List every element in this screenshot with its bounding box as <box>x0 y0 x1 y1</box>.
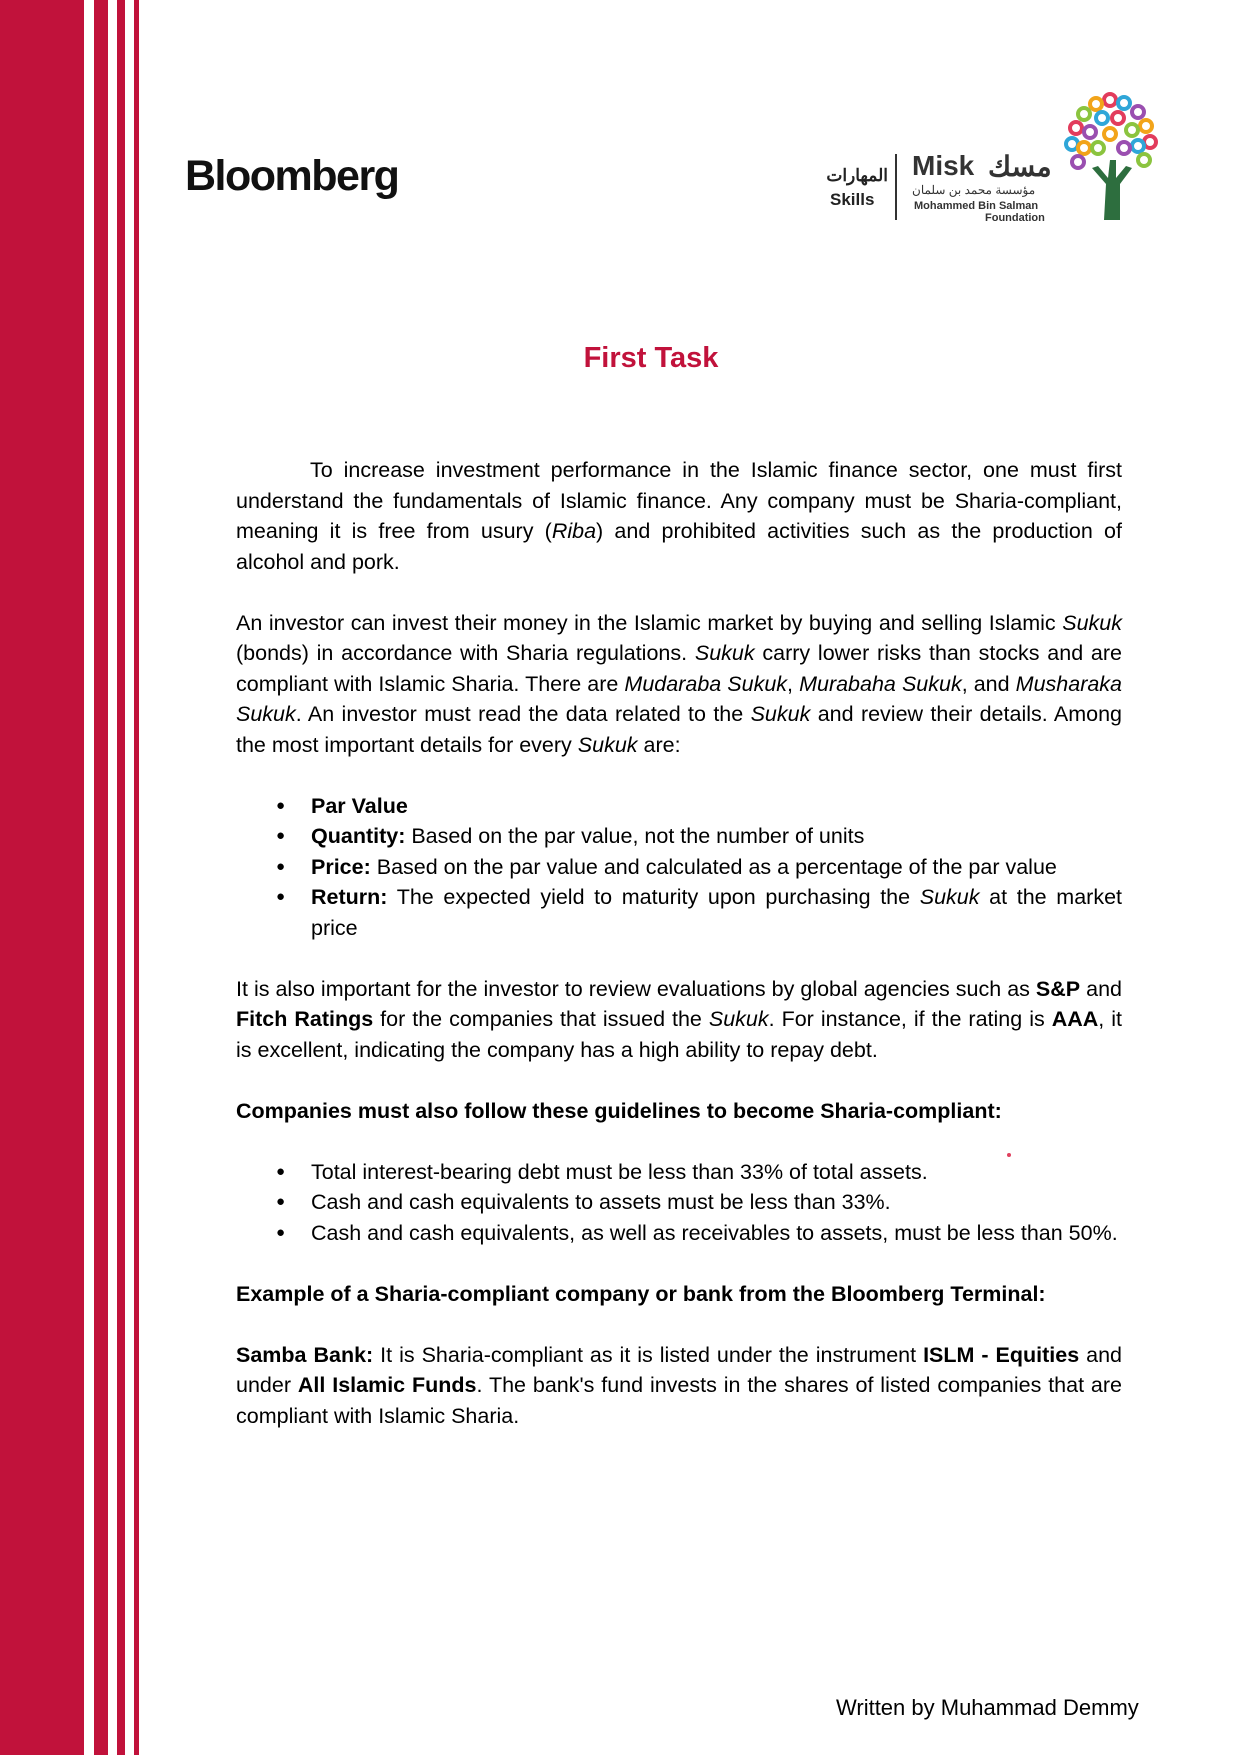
sukuk-details-list <box>236 791 1122 944</box>
misk-label: Misk <box>912 150 975 181</box>
foundation-name: Mohammed Bin Salman <box>914 200 1039 212</box>
author-footer: Written by Muhammad Demmy <box>836 1695 1139 1720</box>
foundation-arabic: مؤسسة محمد بن سلمان <box>912 183 1036 197</box>
misk-arabic: مسك <box>988 151 1052 182</box>
logo-divider <box>895 154 897 220</box>
skills-arabic: المهارات <box>826 166 888 185</box>
document-body <box>236 455 1122 1431</box>
samba-paragraph: Samba Bank: It is Sharia-compliant as it is listed under the instrument ISLM - Equities and under All Islamic Funds. The bank's fund invests in the shares of listed companies that are compliant with Islamic Sharia. <box>236 1342 1123 1428</box>
foundation-label: Foundation <box>985 212 1045 224</box>
bloomberg-logo: Bloomberg <box>185 152 399 200</box>
list-item: ● Par Value <box>236 791 1122 822</box>
list-item: ● Price: Based on the par value and calculated as a percentage of the par value <box>236 852 1122 883</box>
misk-skills-logo <box>800 88 1170 228</box>
list-item: ● Return: The expected yield to maturity upon purchasing the Sukuk at the market price <box>236 882 1122 943</box>
page-title: First Task <box>583 342 719 374</box>
example-heading: Example of a Sharia-compliant company or bank from the Bloomberg Terminal: <box>236 1281 1046 1306</box>
ratings-paragraph: It is also important for the investor to review evaluations by global agencies such as S&P and Fitch Ratings for the companies that issued the Sukuk. For instance, if the rating is AAA, it is excellent, indicating the company has a high ability to repay debt. <box>236 976 1122 1062</box>
guidelines-list <box>236 1157 1122 1249</box>
list-item: ● Cash and cash equivalents to assets must be less than 33%. <box>236 1187 1122 1218</box>
decorative-dot <box>1007 1153 1011 1157</box>
list-item: ● Total interest-bearing debt must be less than 33% of total assets. <box>236 1157 1122 1188</box>
list-item: ● Quantity: Based on the par value, not the number of units <box>236 821 1122 852</box>
sukuk-paragraph: An investor can invest their money in the Islamic market by buying and selling Islamic Sukuk (bonds) in accordance with Sharia regulations. Sukuk carry lower risks than stocks and are compliant with Islamic Sharia. There are Mudaraba Sukuk, Murabaha Sukuk, and Musharaka Sukuk. An investor must read the data related to the Sukuk and review their details. Among the most important details for every Sukuk are: <box>236 610 1123 757</box>
tree-icon <box>1058 88 1168 223</box>
decorative-stripes <box>0 0 150 1755</box>
list-item: ● Cash and cash equivalents, as well as receivables to assets, must be less than 50%. <box>236 1218 1122 1249</box>
skills-label: Skills <box>830 190 875 209</box>
guidelines-heading: Companies must also follow these guidelines to become Sharia-compliant: <box>236 1098 1002 1123</box>
intro-paragraph: To increase investment performance in the Islamic finance sector, one must first understand the fundamentals of Islamic finance. Any company must be Sharia-compliant, meaning it is free from usury (Riba) and prohibited activities such as the production of alcohol and pork. <box>236 458 1122 574</box>
